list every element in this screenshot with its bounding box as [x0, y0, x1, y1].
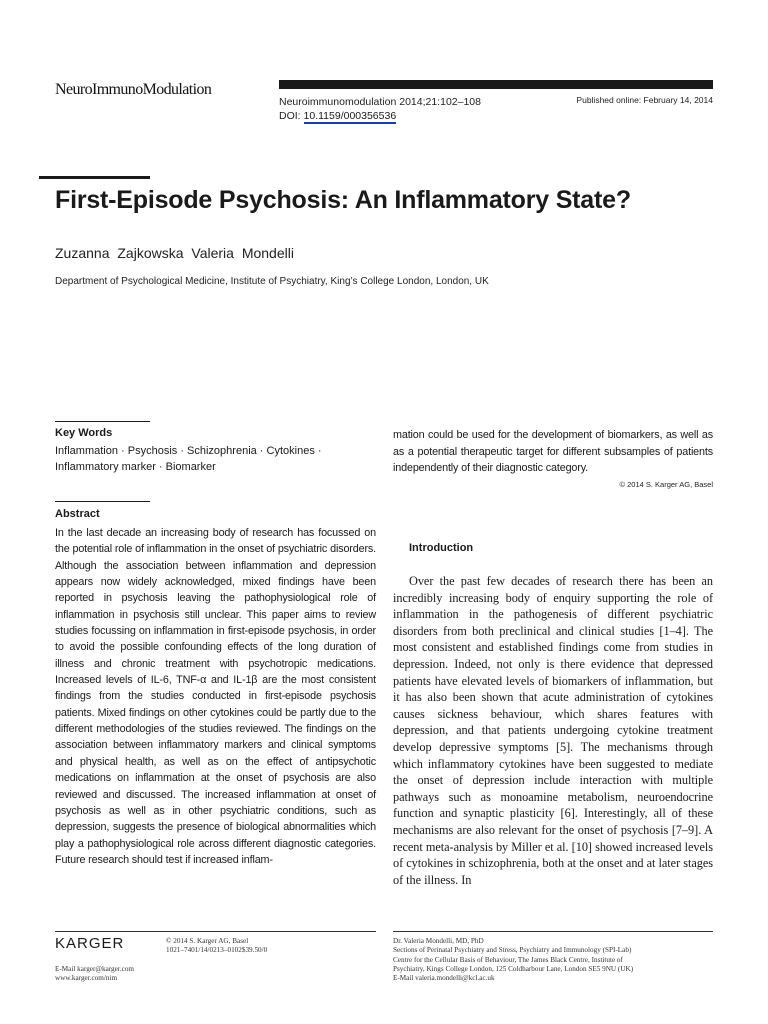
- affiliation: Department of Psychological Medicine, Institute of Psychiatry, King’s College London, London, UK: [55, 276, 489, 287]
- keywords-heading: Key Words: [55, 427, 113, 439]
- article-title: First-Episode Psychosis: An Inflammatory State?: [55, 186, 631, 214]
- introduction-heading: Introduction: [409, 542, 474, 554]
- header-rule: [279, 80, 713, 89]
- footer-rule: [393, 931, 713, 932]
- doi-line: [279, 109, 481, 123]
- footer-copyright: [166, 937, 267, 956]
- introduction-text: Over the past few decades of research there has been an incredibly increasing body of enquiry supporting the role of inflammation in the pathogenesis of different psychiatric disorders from both preclinical and clinical studies [1–4]. The most consistent and established findings come from studies in depression. Indeed, not only is there evidence that depressed patients have elevated levels of biomarkers of inflammation, but it has also been shown that acute administration of cytokines causes sickness behaviour, which shares features with depression, and that patients undergoing cytokine treatment develop depressive symptoms [5]. The mechanisms through which inflammatory cytokines have been suggested to mediate the onset of depression include interaction with multiple pathways such as monoamine metabolism, neuroendocrine function and synaptic plasticity [6]. Interestingly, all of these mechanisms are also relevant for the onset of psychosis [7–9]. A recent meta-analysis by Miller et al. [10] showed increased levels of cytokines in schizophrenia, both at the onset and at later stages of the illness. In: [393, 574, 713, 887]
- keywords-line: Inflammation · Psychosis · Schizophrenia · Cytokines ·: [55, 445, 322, 457]
- published-date: Published online: February 14, 2014: [576, 95, 713, 105]
- abstract-rule: [55, 501, 150, 502]
- publisher-email[interactable]: E-Mail karger@karger.com: [55, 965, 134, 973]
- abstract-continuation: mation could be used for the development of biomarkers, as well as as a potential therapeutic target for different subsamples of patients independently of their diagnostic category.: [393, 429, 713, 475]
- correspondence-address: Psychiatry, Kings College London, 125 Coldharbour Lane, London SE5 9NU (UK): [393, 964, 634, 973]
- journal-logo: NeuroImmunoModulation: [55, 81, 212, 98]
- keywords-list: [55, 443, 375, 475]
- publisher-logo: KARGER: [55, 935, 125, 952]
- abstract-copyright: © 2014 S. Karger AG, Basel: [619, 480, 713, 489]
- footer-rule: [55, 931, 376, 932]
- doi-prefix: DOI:: [279, 110, 304, 122]
- correspondence-address: Centre for the Cellular Basis of Behaviour, The James Black Centre, Institute of: [393, 955, 623, 964]
- keywords-rule: [55, 421, 150, 422]
- publisher-website[interactable]: www.karger.com/nim: [55, 974, 118, 983]
- keywords-line: Inflammatory marker · Biomarker: [55, 461, 216, 473]
- issn-line: 1021–7401/14/0213–0102$39.50/0: [166, 946, 268, 955]
- correspondence-address: Sections of Perinatal Psychiatry and Stress, Psychiatry and Immunology (SPI-Lab): [393, 946, 632, 955]
- abstract-text: In the last decade an increasing body of research has focussed on the potential role of inflammation in the onset of psychiatric disorders. Although the association between inflammation and depression appears now widely acknowledged, mixed findings have been reported in psychosis leaving the pathophysiological role of inflammation in psychosis still unclear. This paper aims to review studies focussing on inflammation in first-episode psychosis, in order to avoid the possible confounding effects of the long duration of illness and chronic treatment with psychotropic medications. Increased levels of IL-6, TNF-α and IL-1β are the most consistent findings from the studies conducted in first-episode psychosis patients. Mixed findings on other cytokines could be partly due to the different methodologies of the studies reviewed. The findings on the association between inflammatory markers and clinical symptoms and physical health, as well as on the effect of antipsychotic medications on inflammation at the onset of psychosis are also reviewed and discussed. The increased inflammation at onset of psychosis as well as in other psychiatric conditions, such as depression, suggests the presence of biological abnormalities which play a pathophysiological role across different diagnostic categories. Future research should test if increased inflam-: [55, 527, 376, 866]
- abstract-heading: Abstract: [55, 508, 100, 520]
- title-rule: [39, 176, 150, 179]
- correspondence-email[interactable]: E-Mail valeria.mondelli@kcl.ac.uk: [393, 974, 495, 983]
- correspondence-block: [393, 937, 713, 983]
- publisher-contact: [55, 965, 134, 984]
- copyright-line: © 2014 S. Karger AG, Basel: [166, 937, 249, 945]
- citation-block: [279, 95, 481, 123]
- journal-citation: Neuroimmunomodulation 2014;21:102–108: [279, 96, 481, 108]
- doi-link[interactable]: 10.1159/000356536: [303, 110, 397, 122]
- authors: Zuzanna Zajkowska Valeria Mondelli: [55, 245, 294, 261]
- correspondence-name: Dr. Valeria Mondelli, MD, PhD: [393, 937, 484, 945]
